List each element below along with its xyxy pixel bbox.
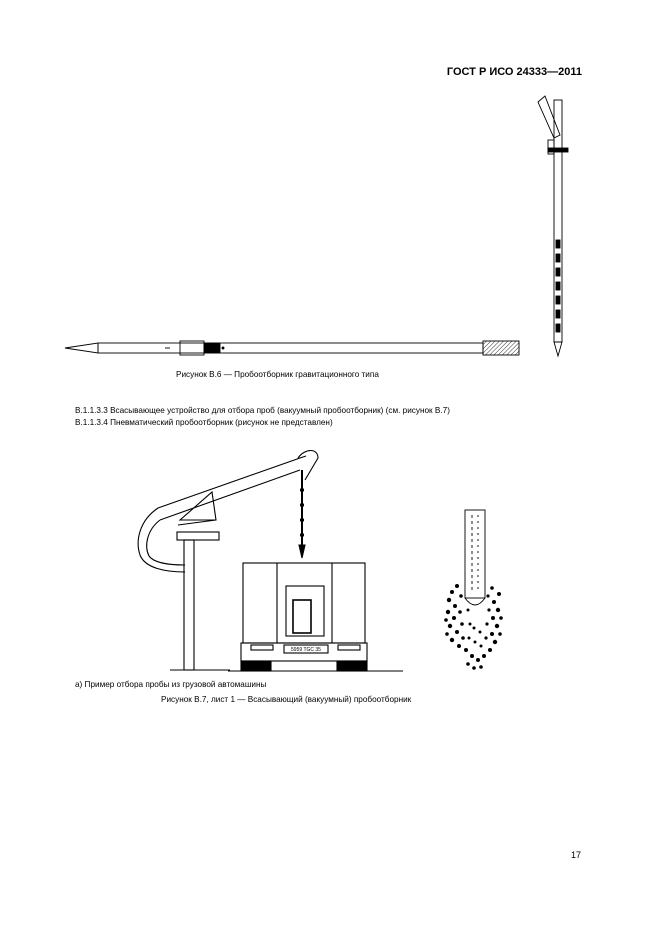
paragraph-b1134 xyxy=(75,418,333,427)
vacuum-sampler-crane xyxy=(138,451,403,672)
figure-b7-caption: Рисунок В.7, лист 1 — Всасывающий (вакуумный) пробоотборник xyxy=(161,695,412,704)
paragraph-number: В.1.1.3.4 xyxy=(75,418,108,427)
paragraph-text: Пневматический пробоотборник (рисунок не представлен) xyxy=(110,418,333,427)
page-number: 17 xyxy=(570,850,581,860)
document-code: ГОСТ Р ИСО 24333—2011 xyxy=(446,66,582,78)
gravity-sampler-horizontal xyxy=(65,341,519,355)
paragraph-number: В.1.1.3.3 xyxy=(75,406,108,415)
license-plate-text: 5959 TGC 35 xyxy=(291,647,321,653)
gravity-sampler-vertical xyxy=(538,96,568,356)
figure-b7-subcaption: а) Пример отбора пробы из грузовой автомашины xyxy=(75,680,267,689)
paragraph-text: Всасывающее устройство для отбора проб (вакуумный пробоотборник) (см. рисунок В.7) xyxy=(110,406,450,415)
probe-tip-detail xyxy=(465,510,485,605)
figure-b6-caption: Рисунок В.6 — Пробоотборник гравитационного типа xyxy=(176,370,379,379)
paragraph-b1133 xyxy=(75,406,450,415)
grain-particles xyxy=(444,584,503,670)
